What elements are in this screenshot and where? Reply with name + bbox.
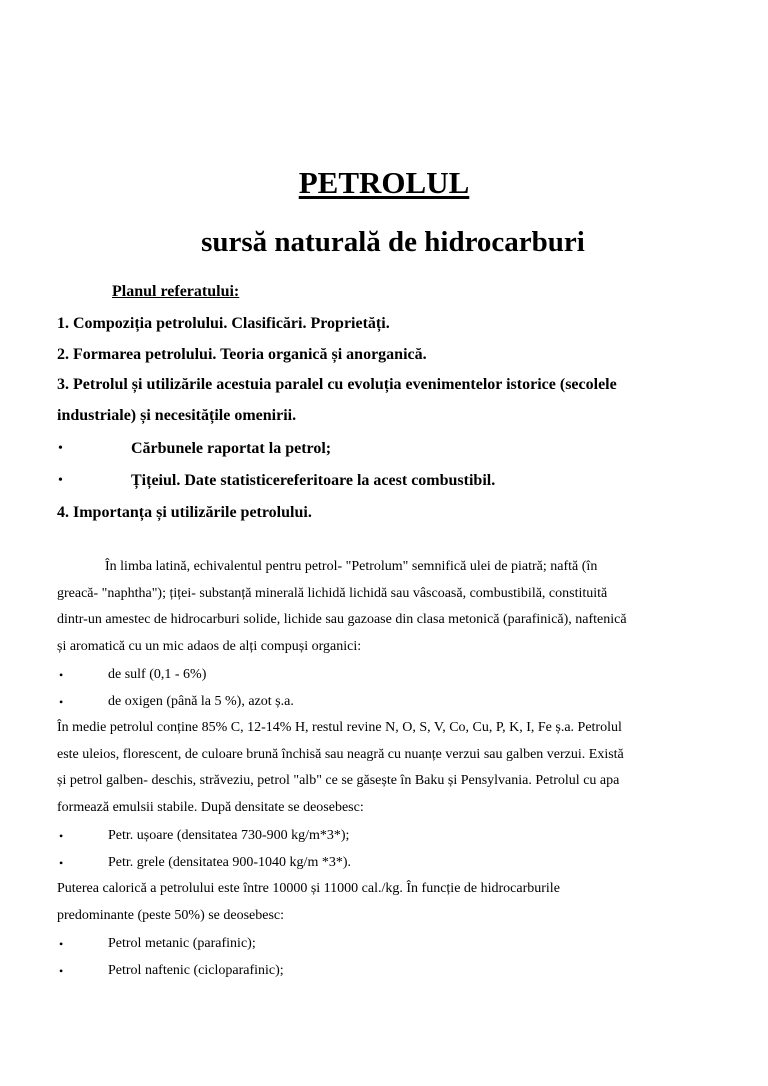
bullet-icon: • bbox=[59, 695, 64, 709]
type-bullet-1: Petrol metanic (parafinic); bbox=[108, 936, 256, 951]
bullet-icon: • bbox=[58, 441, 63, 456]
document-subtitle: sursă naturală de hidrocarburi bbox=[201, 226, 585, 258]
plan-bullet-1: Cărbunele raportat la petrol; bbox=[131, 440, 332, 457]
paragraph-1-line-4: și aromatică cu un mic adaos de alți compuși organici: bbox=[57, 639, 362, 654]
bullet-icon: • bbox=[58, 473, 63, 488]
plan-item-2: 2. Formarea petrolului. Teoria organică și anorganică. bbox=[57, 346, 427, 363]
paragraph-2-line-2: este uleios, florescent, de culoare brună închisă sau neagră cu nuanțe verzui sau galben verzui. Există bbox=[57, 747, 624, 762]
density-bullet-1: Petr. ușoare (densitatea 730-900 kg/m*3*); bbox=[108, 828, 350, 843]
plan-bullet-2: Țițeiul. Date statisticereferitoare la acest combustibil. bbox=[131, 472, 496, 489]
plan-item-3: 3. Petrolul și utilizările acestuia paralel cu evoluția evenimentelor istorice (secolele bbox=[57, 376, 617, 393]
document-title: PETROLUL bbox=[298, 165, 470, 200]
plan-heading: Planul referatului: bbox=[112, 283, 240, 300]
bullet-icon: • bbox=[59, 964, 64, 978]
paragraph-1-line-2: greacă- "naphtha"); țiței- substanță minerală lichidă lichidă sau vâscoasă, combustibilă, constituită bbox=[57, 586, 608, 601]
density-bullet-2: Petr. grele (densitatea 900-1040 kg/m *3*). bbox=[108, 855, 351, 870]
paragraph-2-line-3: și petrol galben- deschis, străveziu, petrol "alb" ce se găsește în Baku și Pensylvania. Petrolul cu apa bbox=[57, 773, 620, 788]
bullet-icon: • bbox=[59, 937, 64, 951]
plan-item-4: 4. Importanța și utilizările petrolului. bbox=[57, 504, 312, 521]
paragraph-1-line-3: dintr-un amestec de hidrocarburi solide, lichide sau gazoase din clasa metonică (parafinică), naftenică bbox=[57, 612, 627, 627]
bullet-icon: • bbox=[59, 668, 64, 682]
plan-item-1: 1. Compoziția petrolului. Clasificări. Proprietăți. bbox=[57, 315, 390, 332]
paragraph-2-line-1: În medie petrolul conține 85% C, 12-14% H, restul revine N, O, S, V, Co, Cu, P, K, I, Fe ș.a. Petrolul bbox=[57, 720, 622, 735]
bullet-icon: • bbox=[59, 829, 64, 843]
compound-bullet-1: de sulf (0,1 - 6%) bbox=[108, 667, 207, 682]
paragraph-3-line-2: predominante (peste 50%) se deosebesc: bbox=[57, 908, 285, 923]
compound-bullet-2: de oxigen (până la 5 %), azot ș.a. bbox=[108, 694, 294, 709]
paragraph-3-line-1: Puterea calorică a petrolului este între 10000 și 11000 cal./kg. În funcție de hidrocarburile bbox=[57, 881, 560, 896]
plan-item-3-cont: industriale) și necesitățile omenirii. bbox=[57, 407, 297, 424]
type-bullet-2: Petrol naftenic (cicloparafinic); bbox=[108, 963, 284, 978]
bullet-icon: • bbox=[59, 856, 64, 870]
paragraph-2-line-4: formează emulsii stabile. După densitate se deosebesc: bbox=[57, 800, 364, 815]
paragraph-1-line-1: În limba latină, echivalentul pentru petrol- "Petrolum" semnifică ulei de piatră; naftă (în bbox=[105, 559, 598, 574]
